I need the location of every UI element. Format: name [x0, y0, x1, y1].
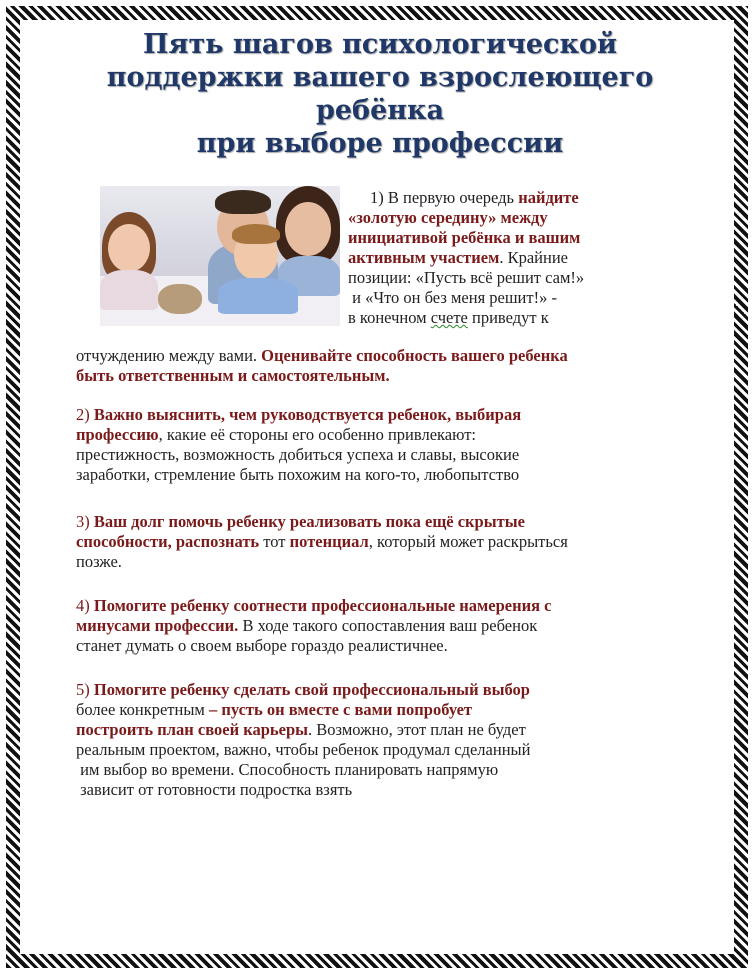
step-3-bold: способности, распознать	[76, 532, 260, 551]
step-5-number: 5)	[76, 680, 94, 699]
page-title	[60, 28, 700, 160]
step-3-bold: потенциал	[289, 532, 369, 551]
step-4-paragraph	[76, 596, 726, 656]
step-3-number: 3)	[76, 512, 94, 531]
step-5-paragraph	[76, 680, 726, 800]
title-line: при выборе профессии	[196, 128, 564, 159]
step-5-bold: – пусть он вместе с вами попробует	[208, 700, 473, 719]
step-5-text: реальным проектом, важно, чтобы ребенок продумал сделанный	[76, 740, 531, 759]
step-2-bold: Важно выяснить, чем руководствуется ребенок, выбирая	[93, 405, 522, 424]
step-5-text: более конкретным	[76, 700, 209, 719]
step-2-bold: профессию	[76, 425, 159, 444]
step-1-text: позиции: «Пусть всё решит сам!»	[348, 268, 585, 287]
step-1-paragraph	[348, 188, 688, 328]
step-1-number: 1) В первую очередь	[370, 188, 519, 207]
step-2-text: заработки, стремление быть похожим на кого-то, любопытство	[76, 465, 520, 484]
step-4-bold: минусами профессии.	[76, 616, 239, 635]
step-3-paragraph	[76, 512, 726, 572]
step-2-paragraph	[76, 405, 726, 485]
title-line: поддержки вашего взрослеющего	[106, 62, 654, 93]
step-1-bold: активным участием	[348, 248, 500, 267]
step-1-text: и «Что он без меня решит!» -	[348, 288, 557, 307]
step-3-bold: Ваш долг помочь ребенку реализовать пока ещё скрытые	[93, 512, 525, 531]
step-3-text: , который может раскрыться	[368, 532, 568, 551]
step-5-bold: Помогите ребенку сделать свой профессиональный выбор	[93, 680, 530, 699]
step-4-number: 4)	[76, 596, 94, 615]
step-3-text: позже.	[76, 552, 122, 571]
family-photo	[100, 186, 340, 326]
step-5-bold: построить план своей карьеры	[76, 720, 309, 739]
step-5-text: зависит от готовности подростка взять	[76, 780, 353, 799]
step-4-text: В ходе такого сопоставления ваш ребенок	[238, 616, 538, 635]
step-1-bold: найдите	[518, 188, 579, 207]
step-1-bold: Оценивайте способность вашего ребенка	[261, 346, 568, 365]
step-1-bold: инициативой ребёнка и вашим	[348, 228, 581, 247]
step-1-text: . Крайние	[499, 248, 568, 267]
step-1-text: приведут к	[467, 308, 549, 327]
step-2-number: 2)	[76, 405, 94, 424]
step-1-continued	[76, 346, 726, 386]
step-2-text: престижность, возможность добиться успеха и славы, высокие	[76, 445, 520, 464]
step-4-text: станет думать о своем выборе гораздо реалистичнее.	[76, 636, 448, 655]
title-line: Пять шагов психологической	[143, 29, 617, 60]
step-5-text: им выбор во времени. Способность планировать напрямую	[76, 760, 499, 779]
step-5-text: . Возможно, этот план не будет	[308, 720, 526, 739]
step-2-text: , какие её стороны его особенно привлекают:	[158, 425, 477, 444]
step-4-bold: Помогите ребенку соотнести профессиональные намерения с	[93, 596, 552, 615]
step-1-bold: «золотую середину» между	[348, 208, 548, 227]
step-1-text: отчуждению между вами.	[76, 346, 262, 365]
step-1-text: в конечном	[348, 308, 431, 327]
title-line: ребёнка	[316, 95, 444, 126]
step-3-text: тот	[259, 532, 290, 551]
spellcheck-word: счете	[430, 308, 468, 327]
step-1-bold: быть ответственным и самостоятельным.	[76, 366, 390, 385]
